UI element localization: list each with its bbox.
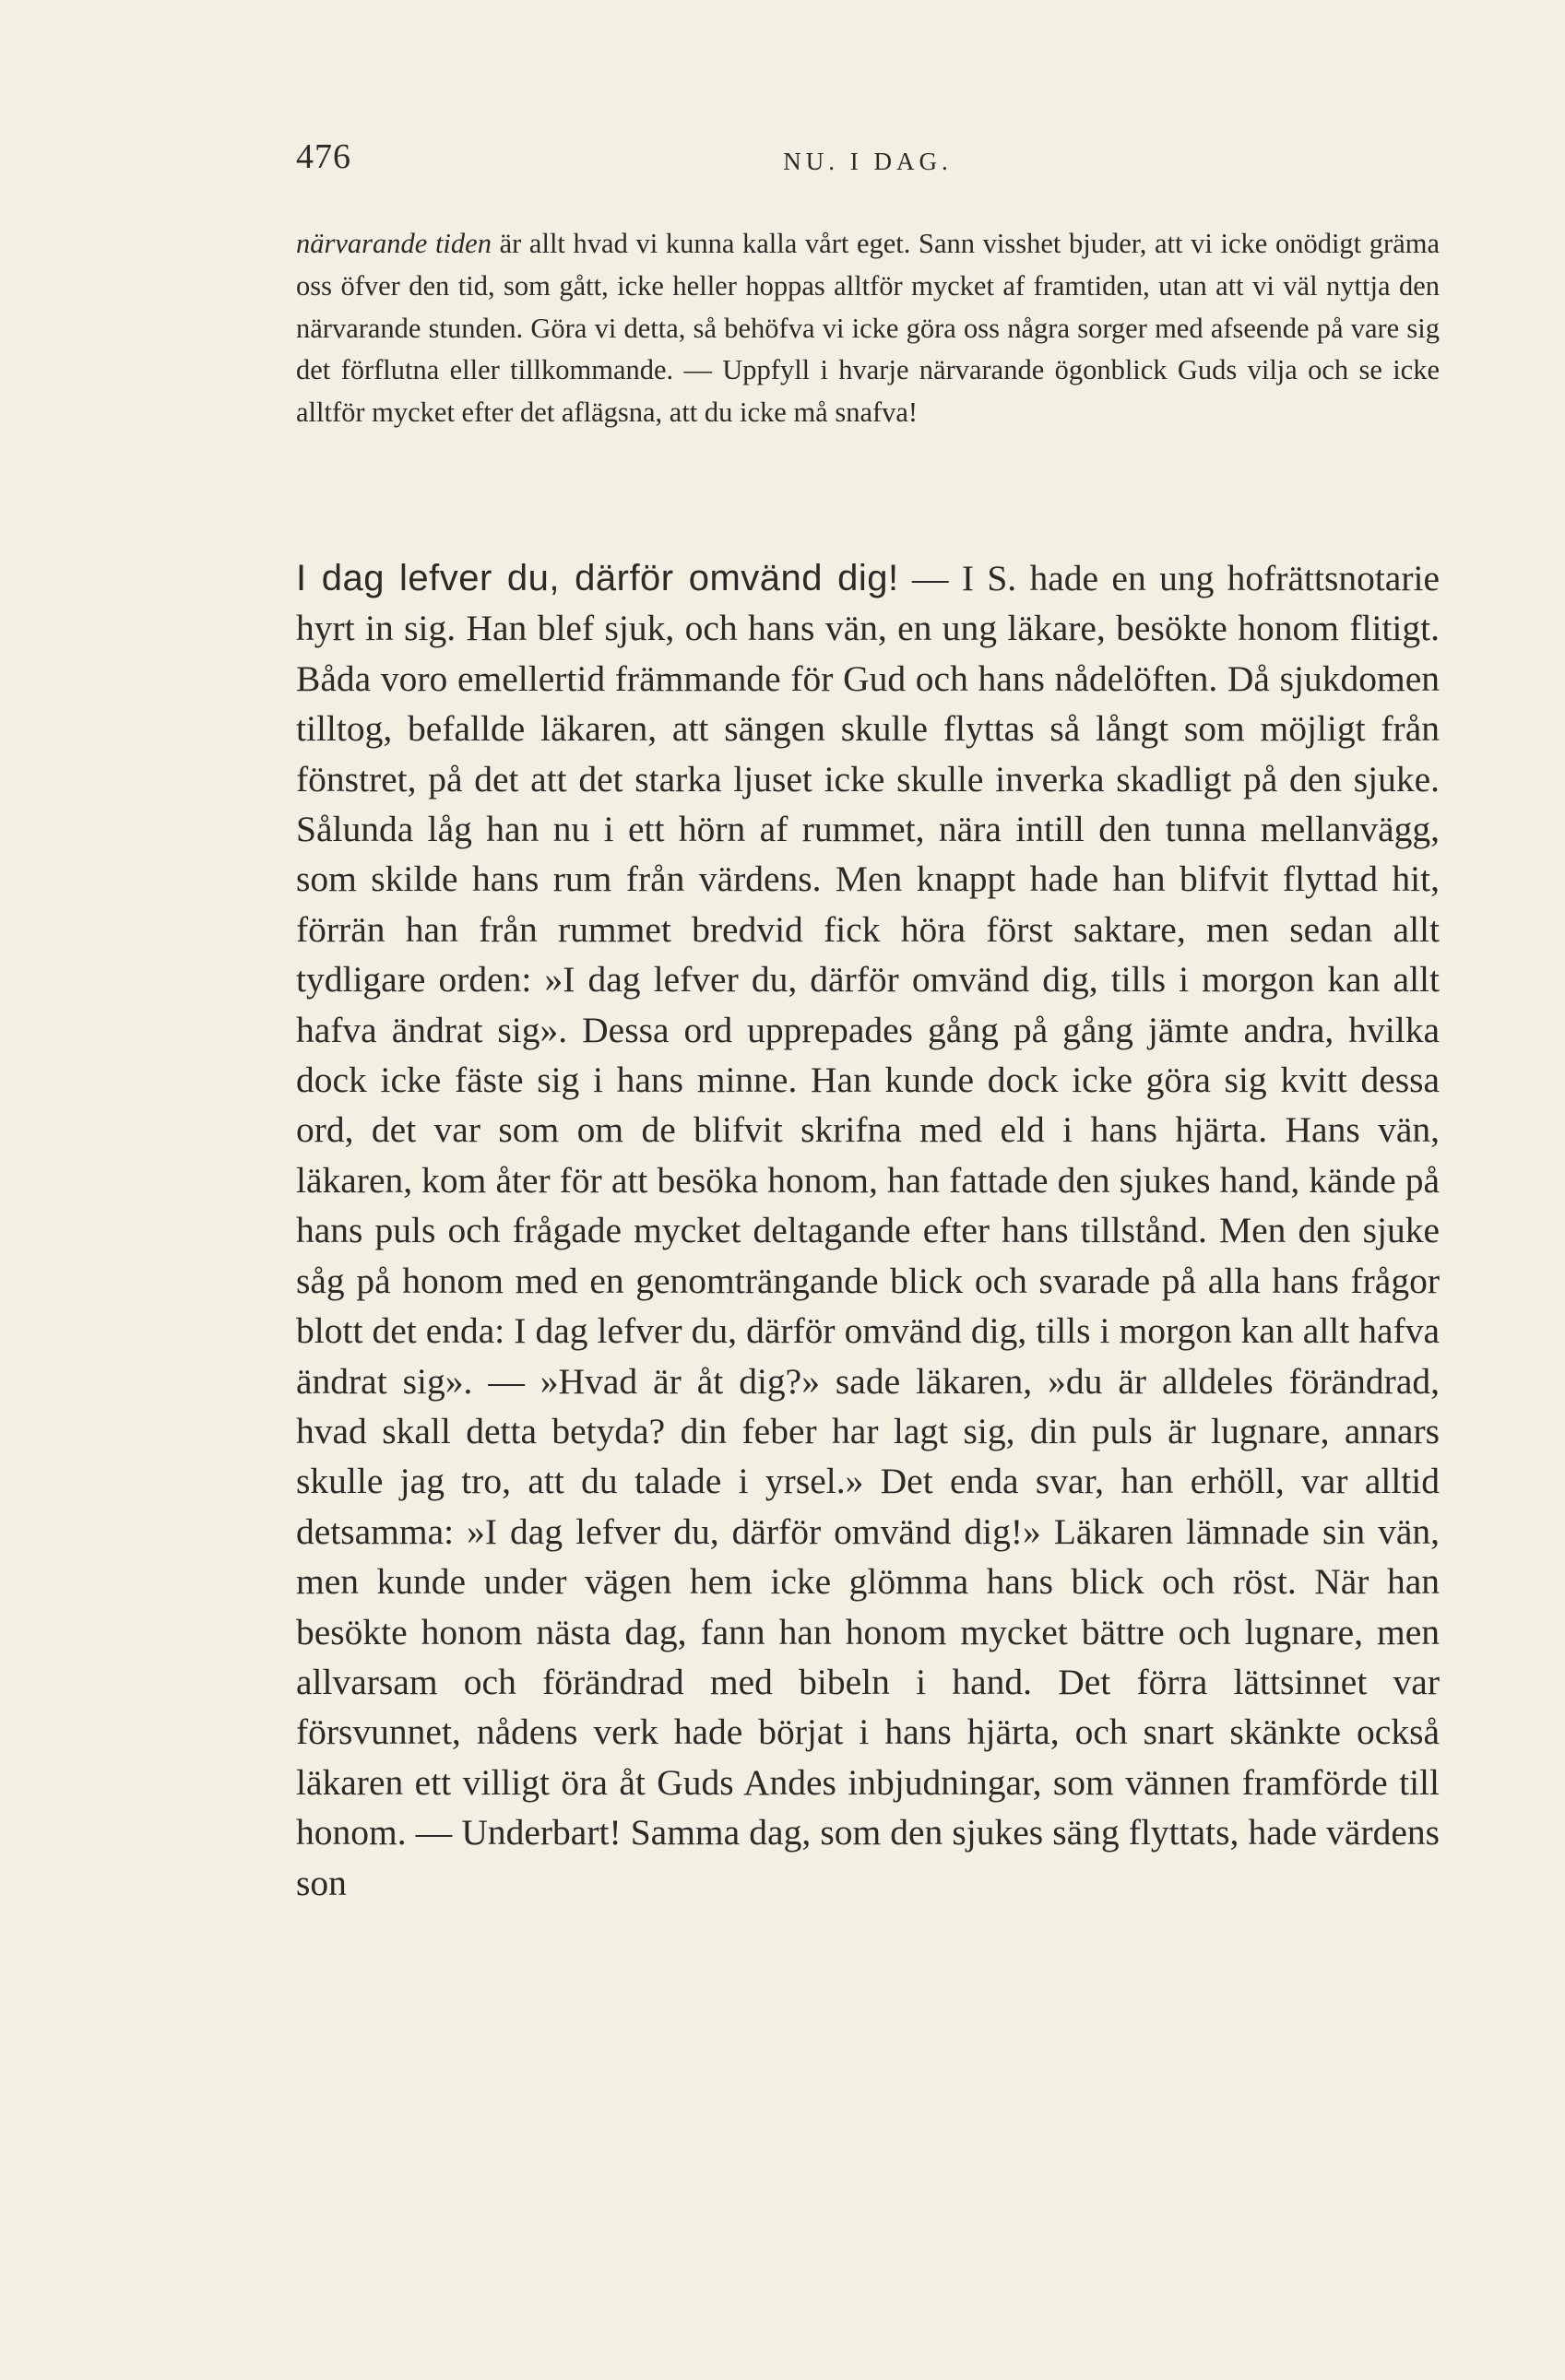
page-header <box>296 136 1440 192</box>
intro-lead-italic: närvarande tiden <box>296 228 492 259</box>
page-number: 476 <box>296 137 351 176</box>
story-paragraph <box>296 553 1440 1908</box>
intro-paragraph <box>296 223 1440 434</box>
story-text: — I S. hade en ung hofrättsnotarie hyrt in sig. Han blef sjuk, och hans vän, en ung läkare, besökte honom flitigt. Båda voro emellertid främmande för Gud och hans nådelöften. Då sjukdomen tilltog, befallde läkaren, att sängen skulle flyttas så långt som möjligt från fönstret, på det att det starka ljuset icke skulle inverka skadligt på den sjuke. Sålunda låg han nu i ett hörn af rummet, nära intill den tunna mellanvägg, som skilde hans rum från värdens. Men knappt hade han blifvit flyttad hit, förrän han från rummet bredvid fick höra först saktare, men sedan allt tydligare orden: »I dag lefver du, därför omvänd dig, tills i morgon kan allt hafva ändrat sig». Dessa ord upprepades gång på gång jämte andra, hvilka dock icke fäste sig i hans minne. Han kunde dock icke göra sig kvitt dessa ord, det var som om de blifvit skrifna med eld i hans hjärta. Hans vän, läkaren, kom åter för att besöka honom, han fattade den sjukes hand, kände på hans puls och frågade mycket deltagande efter hans tillstånd. Men den sjuke såg på honom med en genomträngande blick och svarade på alla hans frågor blott det enda: I dag lefver du, därför omvänd dig, tills i morgon kan allt hafva ändrat sig». — »Hvad är åt dig?» sade läkaren, »du är alldeles förändrad, hvad skall detta betyda? din feber har lagt sig, din puls är lugnare, annars skulle jag tro, att du talade i yrsel.» Det enda svar, han erhöll, var alltid detsamma: »I dag lefver du, därför omvänd dig!» Läkaren lämnade sin vän, men kunde under vägen hem icke glömma hans blick och röst. När han besökte honom nästa dag, fann han honom mycket bättre och lugnare, men allvarsam och förändrad med bibeln i hand. Det förra lättsinnet var försvunnet, nådens verk hade börjat i hans hjärta, och snart skänkte också läkaren ett villigt öra åt Guds Andes inbjudningar, som vännen framförde till honom. — Underbart! Samma dag, som den sjukes säng flyttats, hade värdens son <box>296 558 1440 1903</box>
intro-text: är allt hvad vi kunna kalla vårt eget. Sann visshet bjuder, att vi icke onödigt gräma oss öfver den tid, som gått, icke heller hoppas alltför mycket af framtiden, utan att vi väl nyttja den närvarande stunden. Göra vi detta, så behöfva vi icke göra oss några sorger med afseende på vare sig det förflutna eller tillkommande. — Uppfyll i hvarje närvarande ögonblick Guds vilja och se icke alltför mycket efter det aflägsna, att du icke må snafva! <box>296 228 1440 429</box>
running-title: NU. I DAG. <box>783 148 953 175</box>
story-headline: I dag lefver du, därför omvänd dig! <box>296 558 899 598</box>
